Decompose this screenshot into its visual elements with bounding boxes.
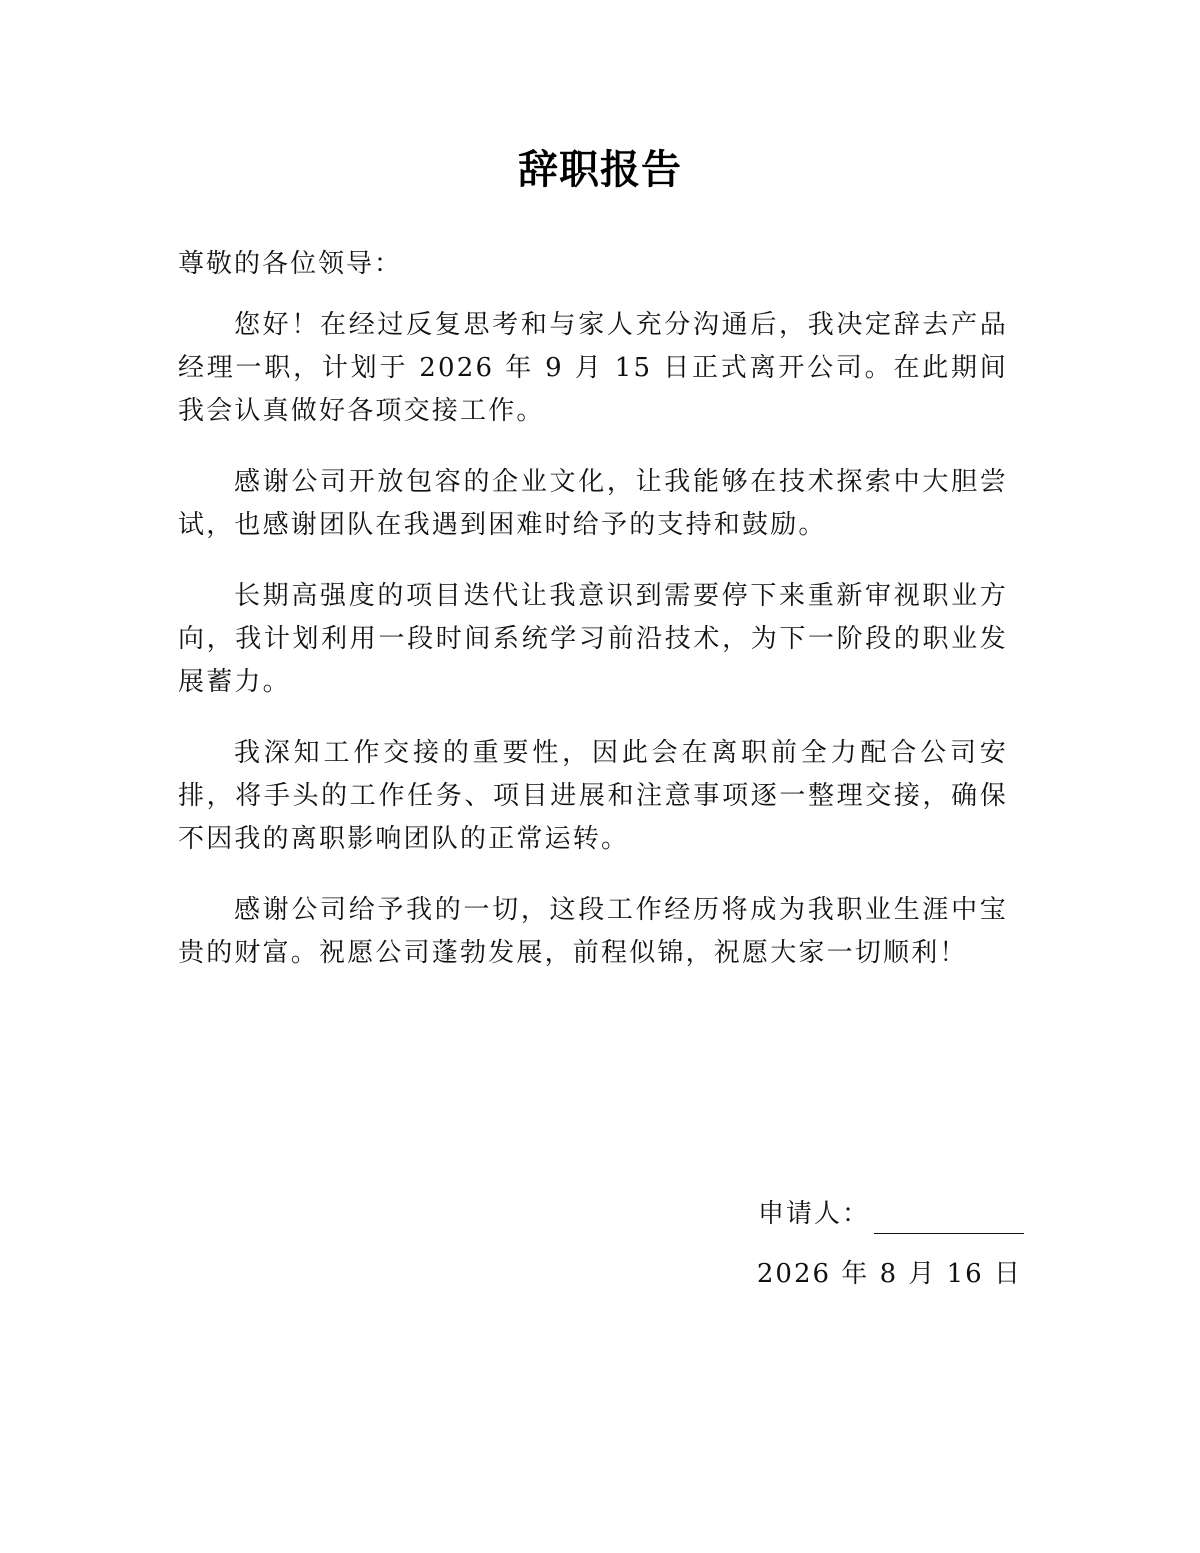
paragraph-gratitude: 感谢公司开放包容的企业文化，让我能够在技术探索中大胆尝试，也感谢团队在我遇到困难时给予的支持和鼓励。 [178,467,1008,540]
paragraph-handover: 我深知工作交接的重要性，因此会在离职前全力配合公司安排，将手头的工作任务、项目进展和注意事项逐一整理交接，确保不因我的离职影响团队的正常运转。 [178,738,1008,854]
paragraph-reason: 长期高强度的项目迭代让我意识到需要停下来重新审视职业方向，我计划利用一段时间系统学习前沿技术，为下一阶段的职业发展蓄力。 [178,581,1008,697]
letter-body [178,304,1008,1003]
paragraph-closing: 感谢公司给予我的一切，这段工作经历将成为我职业生涯中宝贵的财富。祝愿公司蓬勃发展，前程似锦，祝愿大家一切顺利！ [178,895,1008,968]
signature-line [874,1205,1024,1234]
applicant-label: 申请人： [757,1199,870,1229]
applicant-signature [758,1194,1024,1234]
salutation: 尊敬的各位领导： [178,249,403,279]
document-title: 辞职报告 [518,147,682,193]
letter-date: 2026 年 8 月 16 日 [756,1259,1022,1289]
paragraph-opening: 您好！在经过反复思考和与家人充分沟通后，我决定辞去产品经理一职，计划于 2026 年 9 月 15 日正式离开公司。在此期间我会认真做好各项交接工作。 [178,310,1008,426]
